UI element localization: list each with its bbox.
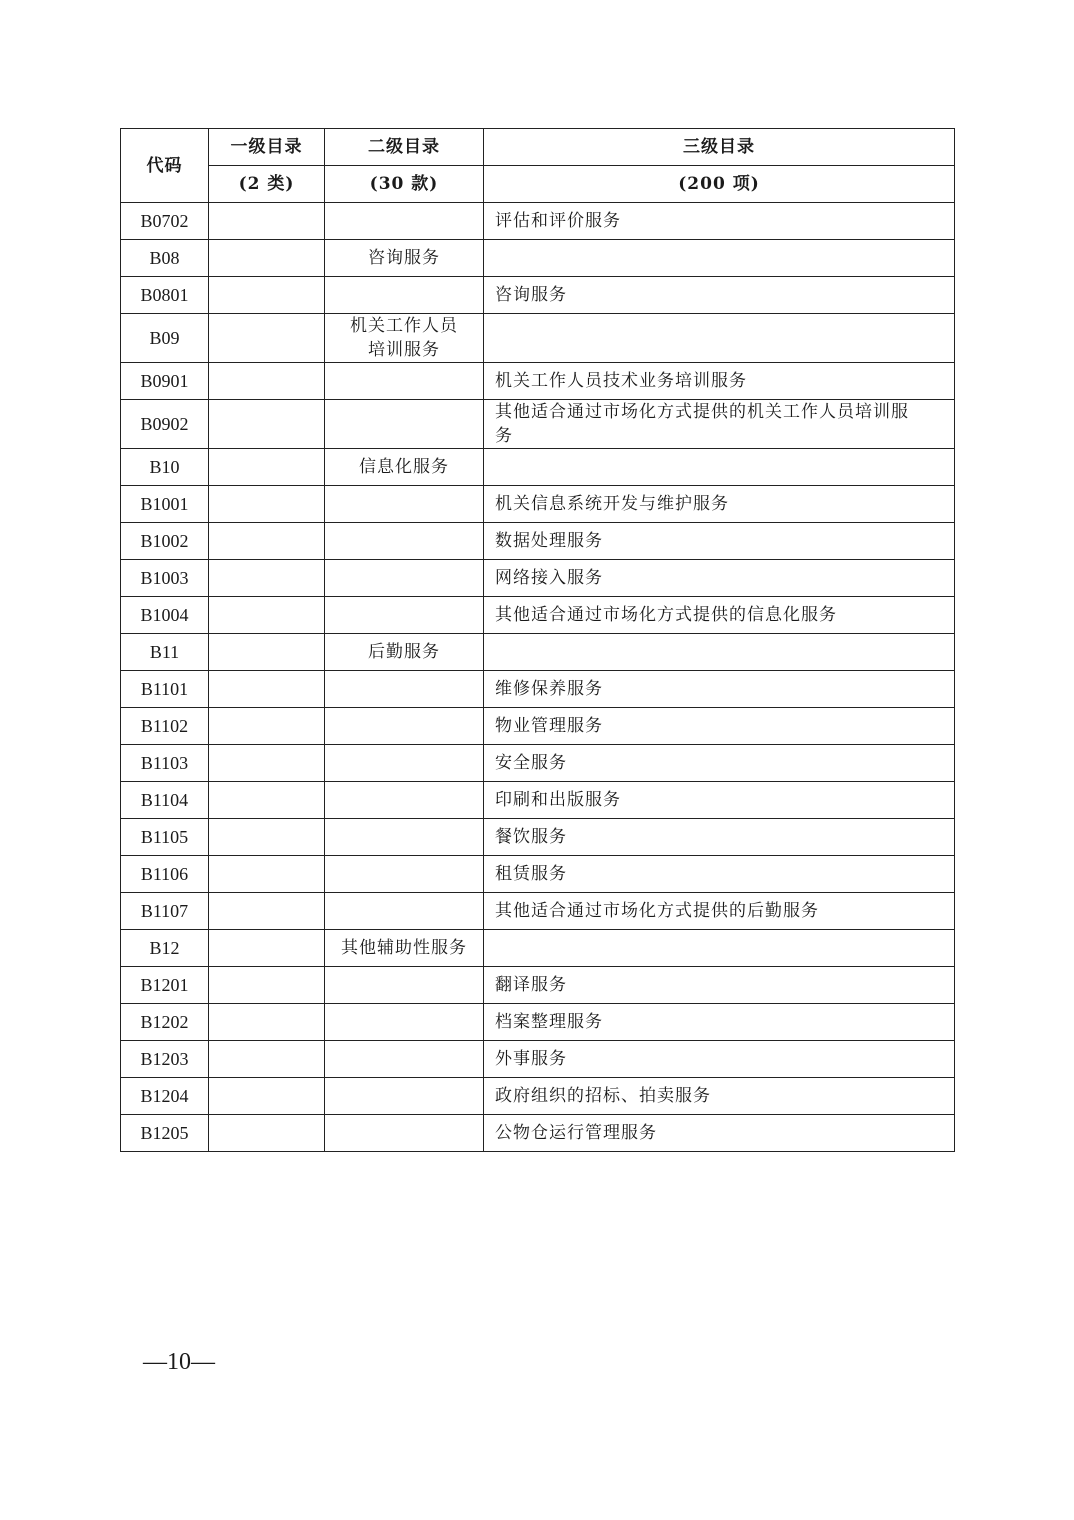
cell-level2 bbox=[325, 819, 484, 856]
cell-level2 bbox=[325, 856, 484, 893]
cell-level1 bbox=[209, 523, 325, 560]
table-row bbox=[121, 634, 955, 671]
cell-level3: 其他适合通过市场化方式提供的信息化服务 bbox=[484, 597, 955, 634]
cell-level3: 物业管理服务 bbox=[484, 708, 955, 745]
table-row bbox=[121, 782, 955, 819]
cell-code: B0801 bbox=[121, 277, 209, 314]
cell-level3: 其他适合通过市场化方式提供的机关工作人员培训服务 bbox=[484, 400, 955, 449]
cell-code: B1204 bbox=[121, 1078, 209, 1115]
cell-level2 bbox=[325, 1004, 484, 1041]
header-level2-count: (30 款) bbox=[325, 166, 484, 203]
cell-level2: 机关工作人员培训服务 bbox=[325, 314, 484, 363]
cell-level1 bbox=[209, 560, 325, 597]
cell-level1 bbox=[209, 277, 325, 314]
cell-code: B1203 bbox=[121, 1041, 209, 1078]
cell-level1 bbox=[209, 930, 325, 967]
cell-level2 bbox=[325, 363, 484, 400]
header-level1: 一级目录 bbox=[209, 129, 325, 166]
table-row bbox=[121, 449, 955, 486]
cell-code: B1002 bbox=[121, 523, 209, 560]
cell-level3: 评估和评价服务 bbox=[484, 203, 955, 240]
cell-level3: 政府组织的招标、拍卖服务 bbox=[484, 1078, 955, 1115]
cell-code: B1104 bbox=[121, 782, 209, 819]
cell-code: B09 bbox=[121, 314, 209, 363]
table-row bbox=[121, 708, 955, 745]
table-row bbox=[121, 1004, 955, 1041]
cell-level3 bbox=[484, 449, 955, 486]
cell-level2 bbox=[325, 671, 484, 708]
table-row bbox=[121, 523, 955, 560]
cell-level1 bbox=[209, 708, 325, 745]
cell-code: B08 bbox=[121, 240, 209, 277]
cell-level1 bbox=[209, 893, 325, 930]
cell-level1 bbox=[209, 1115, 325, 1152]
cell-code: B11 bbox=[121, 634, 209, 671]
cell-level1 bbox=[209, 400, 325, 449]
table-row bbox=[121, 486, 955, 523]
cell-code: B1001 bbox=[121, 486, 209, 523]
cell-level2: 信息化服务 bbox=[325, 449, 484, 486]
cell-code: B1004 bbox=[121, 597, 209, 634]
table-row bbox=[121, 1041, 955, 1078]
cell-level2 bbox=[325, 400, 484, 449]
cell-level1 bbox=[209, 486, 325, 523]
cell-code: B10 bbox=[121, 449, 209, 486]
cell-level3: 机关工作人员技术业务培训服务 bbox=[484, 363, 955, 400]
cell-code: B1202 bbox=[121, 1004, 209, 1041]
cell-level2 bbox=[325, 597, 484, 634]
cell-level1 bbox=[209, 634, 325, 671]
table-row bbox=[121, 597, 955, 634]
header-level3: 三级目录 bbox=[484, 129, 955, 166]
header-level2: 二级目录 bbox=[325, 129, 484, 166]
cell-level1 bbox=[209, 856, 325, 893]
cell-level3: 维修保养服务 bbox=[484, 671, 955, 708]
cell-code: B12 bbox=[121, 930, 209, 967]
table-row bbox=[121, 930, 955, 967]
cell-level1 bbox=[209, 967, 325, 1004]
cell-level2: 后勤服务 bbox=[325, 634, 484, 671]
cell-level1 bbox=[209, 449, 325, 486]
cell-level2 bbox=[325, 560, 484, 597]
cell-level2: 咨询服务 bbox=[325, 240, 484, 277]
catalog-table bbox=[120, 128, 955, 1152]
cell-level3: 档案整理服务 bbox=[484, 1004, 955, 1041]
table-row bbox=[121, 363, 955, 400]
cell-level2 bbox=[325, 523, 484, 560]
cell-code: B1205 bbox=[121, 1115, 209, 1152]
cell-level3: 租赁服务 bbox=[484, 856, 955, 893]
cell-level1 bbox=[209, 314, 325, 363]
cell-level3: 印刷和出版服务 bbox=[484, 782, 955, 819]
cell-level2 bbox=[325, 782, 484, 819]
cell-level1 bbox=[209, 1078, 325, 1115]
table-row bbox=[121, 314, 955, 363]
cell-code: B1201 bbox=[121, 967, 209, 1004]
table-row bbox=[121, 203, 955, 240]
table-row bbox=[121, 856, 955, 893]
cell-level1 bbox=[209, 363, 325, 400]
cell-level3: 餐饮服务 bbox=[484, 819, 955, 856]
cell-level2: 其他辅助性服务 bbox=[325, 930, 484, 967]
table-row bbox=[121, 893, 955, 930]
cell-code: B1107 bbox=[121, 893, 209, 930]
cell-level2 bbox=[325, 277, 484, 314]
cell-level1 bbox=[209, 671, 325, 708]
cell-level2 bbox=[325, 1041, 484, 1078]
cell-code: B1103 bbox=[121, 745, 209, 782]
cell-code: B0902 bbox=[121, 400, 209, 449]
table-row bbox=[121, 1078, 955, 1115]
cell-level3: 公物仓运行管理服务 bbox=[484, 1115, 955, 1152]
cell-level3 bbox=[484, 634, 955, 671]
cell-level1 bbox=[209, 1041, 325, 1078]
cell-level2 bbox=[325, 708, 484, 745]
cell-level2 bbox=[325, 745, 484, 782]
cell-level2 bbox=[325, 893, 484, 930]
cell-code: B1101 bbox=[121, 671, 209, 708]
header-code: 代码 bbox=[121, 129, 209, 203]
table-row bbox=[121, 671, 955, 708]
cell-code: B1106 bbox=[121, 856, 209, 893]
cell-level3 bbox=[484, 314, 955, 363]
cell-level2 bbox=[325, 1115, 484, 1152]
cell-code: B1102 bbox=[121, 708, 209, 745]
cell-level1 bbox=[209, 240, 325, 277]
cell-level1 bbox=[209, 203, 325, 240]
cell-level3 bbox=[484, 930, 955, 967]
table-row bbox=[121, 967, 955, 1004]
header-level3-count: (200 项) bbox=[484, 166, 955, 203]
cell-code: B0702 bbox=[121, 203, 209, 240]
page-number: —10— bbox=[143, 1349, 215, 1375]
cell-level3: 其他适合通过市场化方式提供的后勤服务 bbox=[484, 893, 955, 930]
cell-level3: 咨询服务 bbox=[484, 277, 955, 314]
cell-level2 bbox=[325, 967, 484, 1004]
header-row-counts bbox=[121, 166, 955, 203]
table-row bbox=[121, 240, 955, 277]
cell-code: B1105 bbox=[121, 819, 209, 856]
table-body bbox=[121, 203, 955, 1152]
table-row bbox=[121, 745, 955, 782]
cell-level1 bbox=[209, 782, 325, 819]
cell-level2 bbox=[325, 203, 484, 240]
cell-level1 bbox=[209, 597, 325, 634]
header-level1-count: (2 类) bbox=[209, 166, 325, 203]
cell-level3: 网络接入服务 bbox=[484, 560, 955, 597]
table-row bbox=[121, 1115, 955, 1152]
table-header bbox=[121, 129, 955, 203]
cell-level3: 数据处理服务 bbox=[484, 523, 955, 560]
cell-code: B0901 bbox=[121, 363, 209, 400]
cell-level2 bbox=[325, 486, 484, 523]
cell-level3: 外事服务 bbox=[484, 1041, 955, 1078]
table-row bbox=[121, 277, 955, 314]
cell-level3: 安全服务 bbox=[484, 745, 955, 782]
cell-level1 bbox=[209, 745, 325, 782]
cell-code: B1003 bbox=[121, 560, 209, 597]
cell-level1 bbox=[209, 1004, 325, 1041]
header-row-titles bbox=[121, 129, 955, 166]
table-row bbox=[121, 819, 955, 856]
cell-level3 bbox=[484, 240, 955, 277]
cell-level3: 翻译服务 bbox=[484, 967, 955, 1004]
table-row bbox=[121, 400, 955, 449]
table-row bbox=[121, 560, 955, 597]
cell-level2 bbox=[325, 1078, 484, 1115]
cell-level1 bbox=[209, 819, 325, 856]
cell-level3: 机关信息系统开发与维护服务 bbox=[484, 486, 955, 523]
